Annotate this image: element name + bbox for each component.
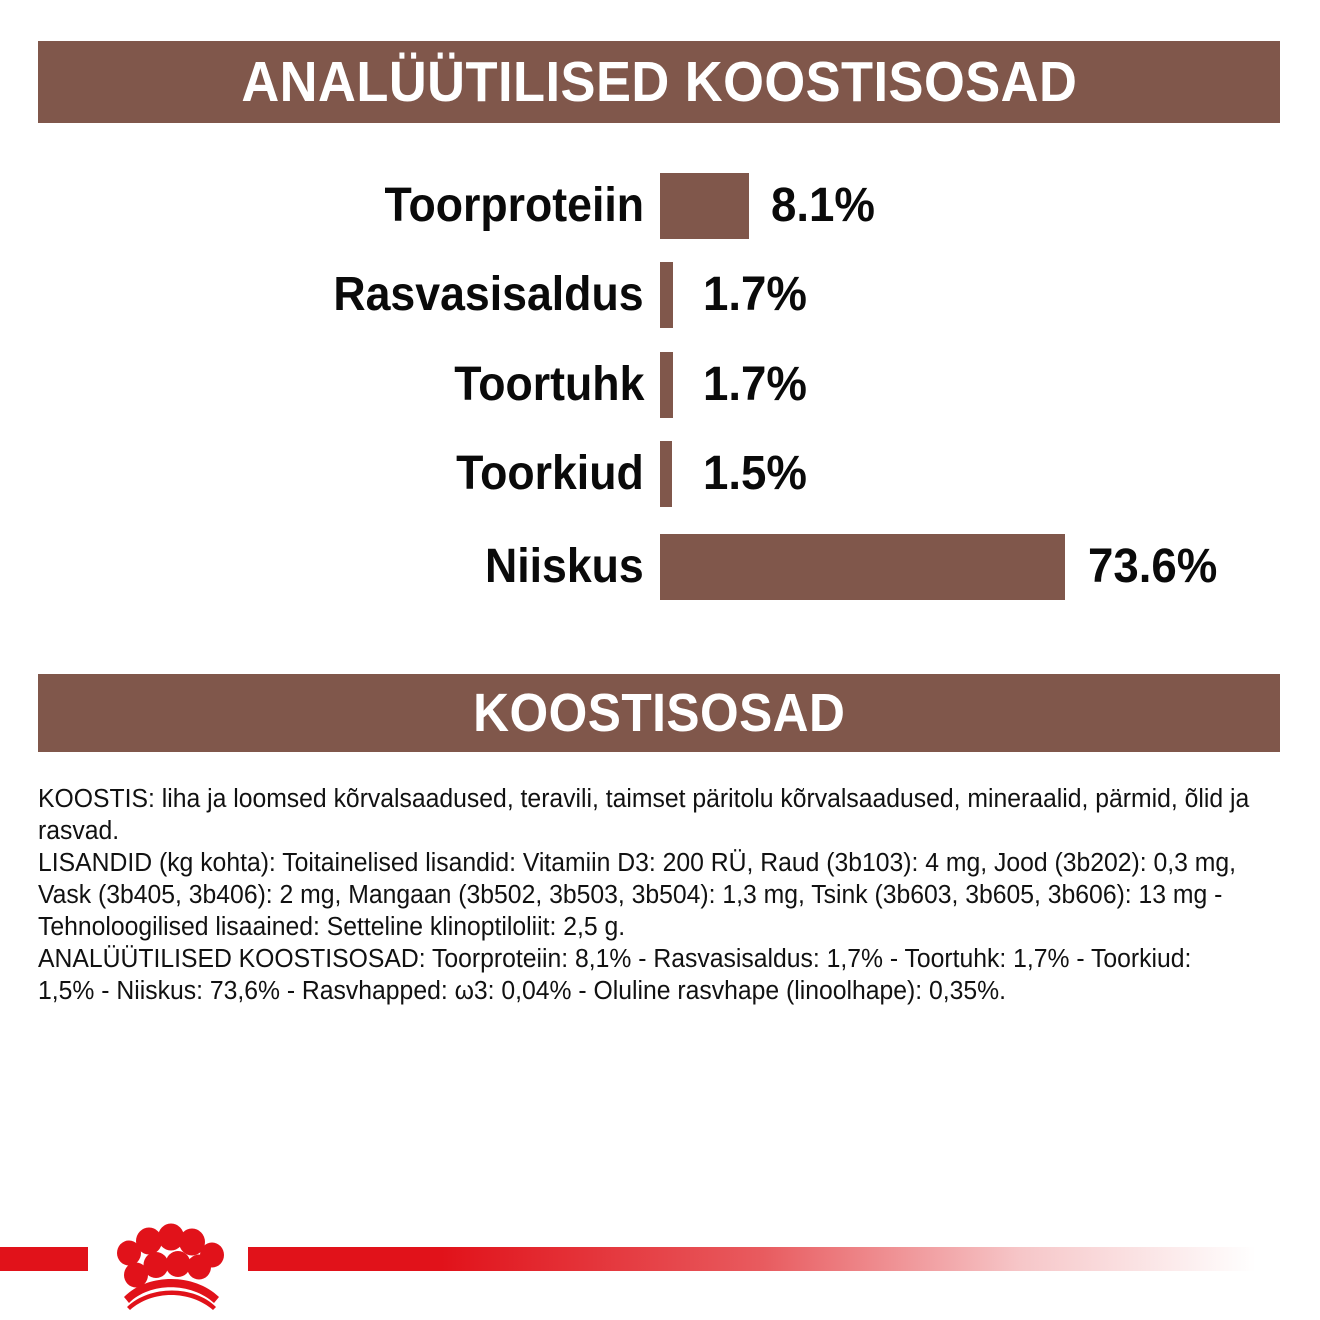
- nutrient-row: [0, 262, 1320, 328]
- nutrient-bar-chart: [0, 160, 1320, 630]
- composition-text-block: [38, 783, 1288, 1007]
- nutrient-bar-track: [660, 262, 673, 328]
- nutrient-label-toorproteiin: Toorproteiin: [384, 179, 644, 232]
- composition-header: [38, 674, 1280, 752]
- nutrient-bar-track: [660, 534, 1065, 600]
- nutrient-bar-track: [660, 173, 749, 239]
- brand-stripe-left: [0, 1247, 88, 1271]
- analytical-constituents-header: [38, 41, 1280, 123]
- nutrient-value-toorkiud: 1.5%: [703, 447, 807, 500]
- composition-paragraph-analytical: ANALÜÜTILISED KOOSTISOSAD: Toorproteiin: 8,1% - Rasvasisaldus: 1,7% - Toortuhk: 1,7% - Toorkiud: 1,5% - Niiskus: 73,6% - Rasvhapped: ω3: 0,04% - Oluline rasvhape (linoolhape): 0,35%.: [38, 945, 1192, 1005]
- nutrient-label-toortuhk: Toortuhk: [453, 358, 644, 411]
- composition-paragraph-koostis: KOOSTIS: liha ja loomsed kõrvalsaadused, teravili, taimset päritolu kõrvalsaadused, mineraalid, pärmid, õlid ja rasvad.: [38, 785, 1250, 845]
- nutrient-bar-rasvasisaldus: [660, 262, 673, 328]
- brand-stripe-right: [248, 1247, 1320, 1271]
- nutrient-bar-track: [660, 352, 673, 418]
- footer: [0, 1215, 1320, 1320]
- nutrient-bar-toorkiud: [660, 441, 672, 507]
- nutrient-row: [0, 173, 1320, 239]
- nutrient-value-rasvasisaldus: 1.7%: [703, 268, 807, 321]
- nutrient-row: [0, 441, 1320, 507]
- nutrient-bar-track: [660, 441, 672, 507]
- nutrient-row: [0, 352, 1320, 418]
- nutrient-label-rasvasisaldus: Rasvasisaldus: [333, 268, 644, 321]
- nutrient-label-niiskus: Niiskus: [485, 540, 644, 593]
- composition-title: KOOSTISOSAD: [472, 683, 846, 743]
- nutrient-bar-niiskus: [660, 534, 1065, 600]
- analytical-constituents-title: ANALÜÜTILISED KOOSTISOSAD: [240, 49, 1077, 114]
- royal-canin-crown-icon: [88, 1215, 248, 1311]
- composition-paragraph-lisandid: LISANDID (kg kohta): Toitainelised lisandid: Vitamiin D3: 200 RÜ, Raud (3b103): 4 mg, Jood (3b202): 0,3 mg, Vask (3b405, 3b406): 2 mg, Mangaan (3b502, 3b503, 3b504): 1,3 mg, Tsink (3b603, 3b605, 3b606): 13 mg - Tehnoloogilised lisaained: Setteline klinoptiloliit: 2,5 g.: [38, 849, 1236, 941]
- nutrient-value-niiskus: 73.6%: [1088, 540, 1218, 593]
- nutrient-bar-toortuhk: [660, 352, 673, 418]
- nutrient-value-toorproteiin: 8.1%: [771, 179, 875, 232]
- nutrient-value-toortuhk: 1.7%: [703, 358, 807, 411]
- nutrient-bar-toorproteiin: [660, 173, 749, 239]
- nutrient-label-toorkiud: Toorkiud: [456, 447, 644, 500]
- nutrient-row: [0, 534, 1320, 600]
